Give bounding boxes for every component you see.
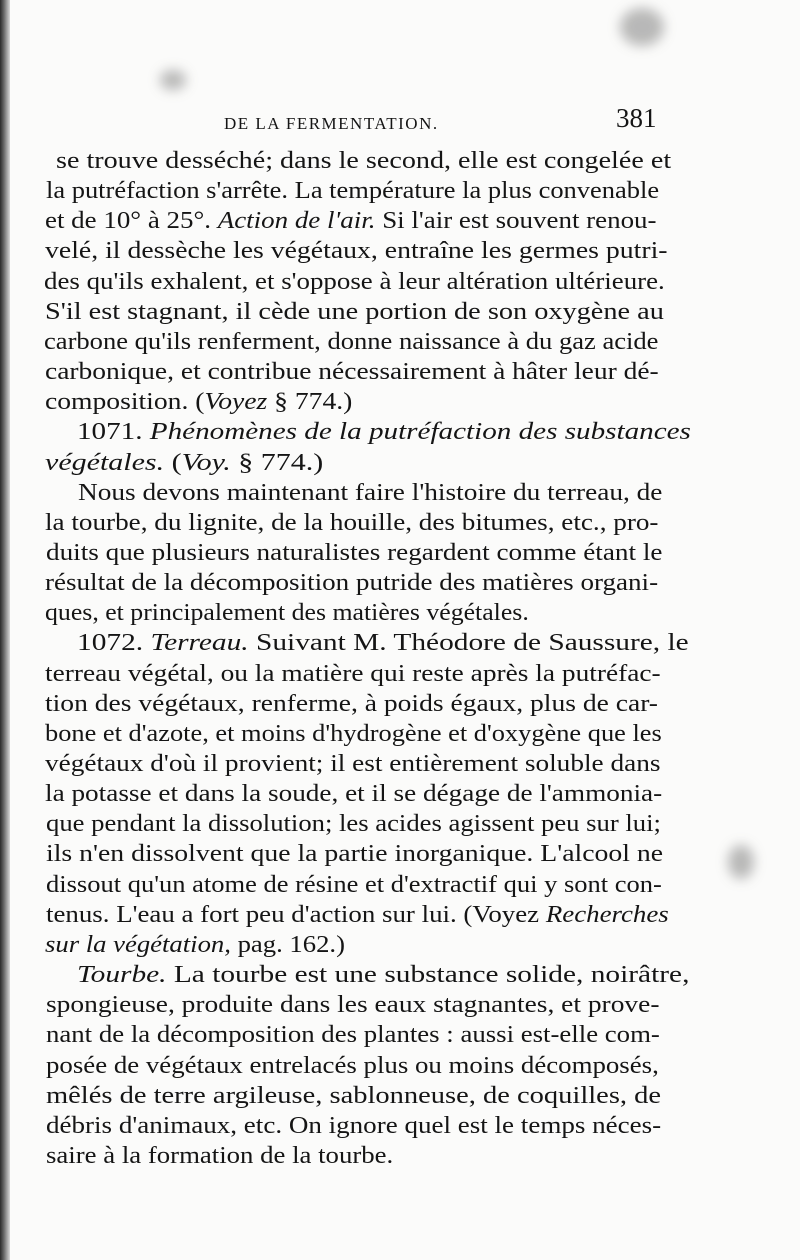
italic-run: Recherches [545,901,669,928]
page-binding-edge [0,0,10,1260]
text-line [46,538,662,568]
text-run: composition. ( [45,389,205,416]
text-line [46,809,661,839]
italic-run: sur la végétation, [45,931,231,958]
text-run: La tourbe est une substance solide, noirâtre, [166,962,690,989]
italic-run: Action de l'air. [217,208,376,235]
text-run: tenus. L'eau a fort peu d'action sur lui. (Voyez [46,901,546,928]
ink-smudge [160,70,186,90]
text-line [46,1081,661,1111]
text-line [45,749,660,779]
text-run: bone et d'azote, et moins d'hydrogène et d'oxygène que les [45,720,662,747]
text-line [45,689,658,719]
text-line [45,357,659,387]
italic-run: Phénomènes de la putréfaction des substances [149,419,691,446]
ink-smudge [728,845,754,879]
ink-smudge [620,8,664,46]
text-line [46,990,659,1020]
italic-run: Tourbe. [77,962,167,989]
text-line [46,1141,393,1171]
text-run: ques, et principalement des matières végétales. [45,600,529,627]
text-run: débris d'animaux, etc. On ignore quel est le temps néces- [46,1112,662,1139]
page-number: 381 [616,103,657,133]
text-line [46,1020,660,1050]
text-run: carbonique, et contribue nécessairement à hâter leur dé- [45,359,659,386]
text-run: la potasse et dans la soude, et il se dégage de l'ammonia- [45,781,663,808]
text-run: des qu'ils exhalent, et s'oppose à leur altération ultérieure. [44,268,665,295]
text-run: S'il est stagnant, il cède une portion de son oxygène au [45,298,664,325]
text-line [45,297,664,327]
text-line [46,870,662,900]
text-line [45,387,352,417]
text-line [45,448,323,478]
text-run: se trouve desséché; dans le second, elle est congelée et [56,148,672,174]
text-line [46,900,669,930]
text-run: mêlés de terre argileuse, sablonneuse, de coquilles, de [46,1082,662,1109]
text-run: saire à la formation de la tourbe. [46,1142,394,1169]
italic-run: Voy. [181,449,231,476]
text-line [44,267,665,297]
text-run: que pendant la dissolution; les acides agissent peu sur lui; [46,811,661,838]
text-run: ils n'en dissolvent que la partie inorganique. L'alcool ne [46,841,664,868]
text-run: posée de végétaux entrelacés plus ou moins décomposés, [46,1052,659,1079]
text-run: résultat de la décomposition putride des matières organi- [45,570,659,597]
text-run: pag. 162.) [230,931,345,958]
text-line [56,146,671,176]
text-line [44,327,658,357]
running-header: DE LA FERMENTATION. [224,114,439,133]
text-run: la putréfaction s'arrête. La température la plus convenable [46,178,660,205]
text-run: ( [164,449,182,476]
text-run: nant de la décomposition des plantes : aussi est-elle com- [46,1022,660,1049]
text-line [77,960,689,990]
italic-run: végétales. [45,449,165,476]
text-line [46,1051,659,1081]
italic-run: Terreau. [150,630,249,657]
text-run: dissout qu'un atome de résine et d'extractif qui y sont con- [46,871,662,898]
text-run: la tourbe, du lignite, de la houille, des bitumes, etc., pro- [45,509,659,536]
text-run: Si l'air est souvent renou- [375,208,657,235]
text-line [45,779,662,809]
text-run: 1072. [77,630,151,657]
italic-run: Voyez [204,389,268,416]
text-run: terreau végétal, ou la matière qui reste après la putréfac- [45,660,661,687]
text-run: tion des végétaux, renferme, à poids égaux, plus de car- [45,690,658,717]
text-run: carbone qu'ils renferment, donne naissance à du gaz acide [44,328,659,355]
text-run: végétaux d'où il provient; il est entièrement soluble dans [45,751,661,777]
text-run: § 774.) [230,449,324,476]
text-run: duits que plusieurs naturalistes regardent comme étant le [46,539,663,566]
text-run: Nous devons maintenant faire l'histoire du terreau, de [78,479,663,506]
text-run: et de 10° à 25°. [45,208,218,235]
text-line [77,628,689,658]
text-line [45,206,657,236]
text-line [45,568,658,598]
text-run: velé, il dessèche les végétaux, entraîne les germes putri- [45,238,668,265]
text-line [45,930,345,960]
text-run: spongieuse, produite dans les eaux stagnantes, et prove- [46,992,660,1019]
text-line [77,417,691,447]
text-line [45,508,658,538]
text-run: Suivant M. Théodore de Saussure, le [248,630,689,657]
text-line [45,719,662,749]
text-line [46,1111,661,1141]
text-line [46,176,659,206]
text-line [78,478,662,508]
text-run: 1071. [77,419,150,446]
text-line [45,236,668,266]
text-run: § 774.) [267,389,353,416]
text-line [46,839,663,869]
text-line [45,598,529,628]
text-line [45,659,661,689]
